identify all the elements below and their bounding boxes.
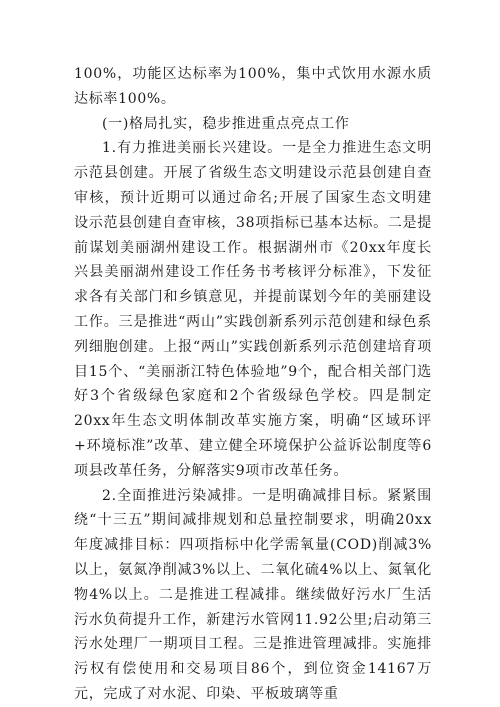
document-body (74, 62, 432, 707)
section-heading: (一)格局扎实，稳步推进重点亮点工作 (102, 115, 350, 132)
paragraph-ecological-construction: 1.有力推进美丽长兴建设。一是全力推进生态文明示范县创建。开展了省级生态文明建设示范县创建自查审核，预计近期可以通过命名;开展了国家生态文明建设示范县创建自查审核，38项指标已基本达标。二是提前谋划美丽湖州建设工作。根据湖州市《20xx年度长兴县美丽湖州建设工作任务书考核评分标准》，下发征求各有关部门和乡镇意见，并提前谋划今年的美丽建设工作。三是推进“两山”实践创新系列示范创建和绿色系列细胞创建。上报“两山”实践创新系列示范创建培育项目15个、“美丽浙江特色体验地”9个，配合相关部门选好3个省级绿色家庭和2个省级绿色学校。四是制定20xx年生态文明体制改革实施方案，明确“区域环评+环境标准”改革、建立健全环境保护公益诉讼制度等6项县改革任务，分解落实9项市改革任务。 (74, 140, 432, 479)
paragraph-pollution-reduction: 2.全面推进污染减排。一是明确减排目标。紧紧围绕“十三五”期间减排规划和总量控制要求，明确20xx年度减排目标：四项指标中化学需氧量(COD)削减3%以上，氨氮净削减3%以上、二氧化硫4%以上、氮氧化物4%以上。二是推进工程减排。继续做好污水厂生活污水负荷提升工作，新建污水管网11.92公里;启动第三污水处理厂一期项目工程。三是推进管理减排。实施排污权有偿使用和交易项目86个，到位资金14167万元，完成了对水泥、印染、平板玻璃等重 (74, 487, 432, 702)
paragraph-continuation: 100%，功能区达标率为100%，集中式饮用水源水质达标率100%。 (74, 66, 432, 107)
